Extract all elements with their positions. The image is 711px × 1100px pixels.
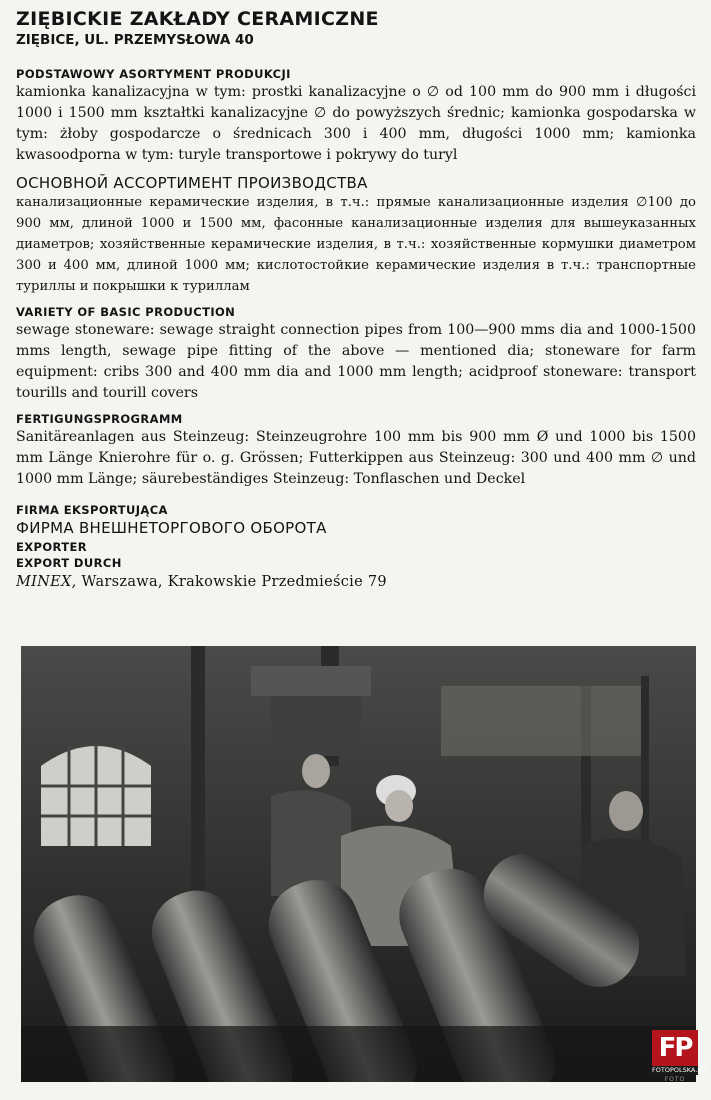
section-polish — [16, 67, 696, 166]
exporter-heading-en: EXPORTER — [16, 540, 88, 554]
factory-photo — [21, 646, 707, 1082]
section-english — [16, 305, 696, 404]
section-heading-pl: PODSTAWOWY ASORTYMENT PRODUKCJI — [16, 67, 291, 81]
fotopolska-url: FOTOPOLSKA.EU — [652, 1066, 707, 1074]
section-heading-ru: ОСНОВНОЙ АССОРТИМЕНТ ПРОИЗВОДСТВА — [16, 174, 368, 192]
exporter-firm-name: MINEX, — [16, 574, 77, 590]
section-body-ru: канализационные керамические изделия, в т.ч.: прямые канализационные изделия ∅100 до 900 мм, длиной 1000 и 1500 мм, фасонные канализационные изделия для вышеуказанных диаметров; хозяйственные керамические изделия, в т.ч.: хозяйственные кормушки диаметром 300 и 400 мм, длиной 1000 мм; кислотостойкие керамические изделия в т.ч.: транспортные туриллы и покрышки к туриллам — [16, 195, 696, 294]
exporter-address: Warszawa, Krakowskie Przedmieście 79 — [81, 574, 387, 590]
window — [41, 741, 151, 846]
catalog-page — [16, 8, 696, 593]
section-german — [16, 412, 696, 490]
section-heading-en: VARIETY OF BASIC PRODUCTION — [16, 305, 236, 319]
company-address: ZIĘBICE, UL. PRZEMYSŁOWA 40 — [16, 32, 254, 48]
section-body-pl: kamionka kanalizacyjna w tym: prostki kanalizacyjne o ∅ od 100 mm do 900 mm i długości 1000 i 1500 mm kształtki kanalizacyjne ∅ do powyższych średnic; kamionka gospodarska w tym: żłoby gospodarcze o średnicach 300 i 400 mm, długości 1000 mm; kamionka kwasoodporna w tym: turyle transportowe i pokrywy do turyl — [16, 84, 696, 163]
exporter-block — [16, 502, 696, 593]
fotopolska-sub: FOTO — [664, 1076, 686, 1083]
fotopolska-logo: FP — [652, 1030, 698, 1066]
factory-photo-illustration — [21, 646, 707, 1082]
exporter-heading-ru: ФИРМА ВНЕШНЕТОРГОВОГО ОБОРОТА — [16, 519, 327, 537]
exporter-heading-de: EXPORT DURCH — [16, 556, 122, 570]
fotopolska-watermark — [652, 1030, 707, 1090]
exporter-heading-pl: FIRMA EKSPORTUJĄCA — [16, 503, 168, 517]
exporter-address-line — [16, 571, 696, 593]
section-body-en: sewage stoneware: sewage straight connection pipes from 100—900 mms dia and 1000-1500 mms length, sewage pipe fitting of the above — mentioned dia; stoneware for farm equipment: cribs 300 and 400 mm dia and 1000 mm length; acidproof stoneware: transport tourills and tourill covers — [16, 322, 696, 401]
company-name: ZIĘBICKIE ZAKŁADY CERAMICZNE — [16, 8, 379, 30]
section-russian — [16, 174, 696, 297]
section-heading-de: FERTIGUNGSPROGRAMM — [16, 412, 183, 426]
section-body-de: Sanitäreanlagen aus Steinzeug: Steinzeugrohre 100 mm bis 900 mm Ø und 1000 bis 1500 mm Länge Knierohre für o. g. Grössen; Futterkippen aus Steinzeug: 300 und 400 mm ∅ und 1000 mm Länge; säurebeständiges Steinzeug: Tonflaschen und Deckel — [16, 429, 696, 487]
